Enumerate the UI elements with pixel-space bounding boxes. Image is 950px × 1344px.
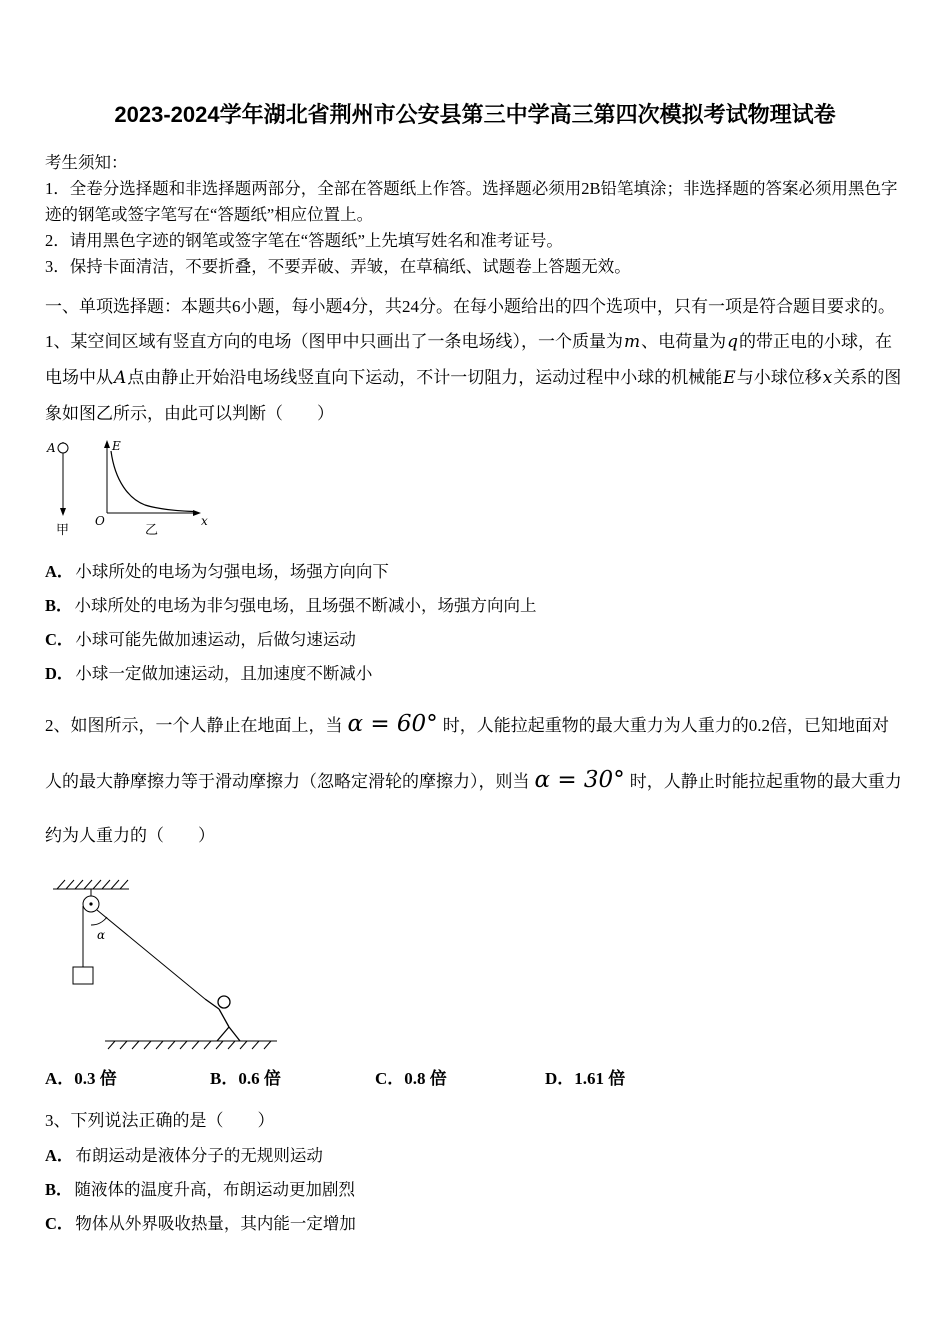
question-3 [45,1103,905,1241]
question-2-options [45,1065,905,1093]
q2-option-b [210,1065,375,1093]
text-segment: 的带正电的小球，在电场中从 [45,332,893,387]
option-text: 随液体的温度升高，布朗运动更加剧烈 [74,1180,356,1199]
option-text: 小球可能先做加速运动，后做匀速运动 [75,630,356,649]
question-2-text [45,697,905,863]
option-label: D． [545,1069,575,1088]
fig2-alpha-label: α [97,928,106,942]
math-variable: m [624,332,641,352]
q2-option-c [375,1065,545,1093]
q2-option-a [45,1065,210,1093]
pulley-icon [83,889,99,912]
option-label: D． [45,664,74,683]
text-segment: 与小球位移 [736,368,822,387]
math-variable: x [822,368,833,388]
fig1-label-jia: 甲 [56,522,70,537]
charged-ball-icon [58,443,68,453]
energy-graph-figure [95,439,208,537]
text-segment: 关系的图象如图乙所示，由此可以判断（ ） [45,368,902,423]
option-label: A． [45,1069,75,1088]
page-title: 2023-2024学年湖北省荆州市公安县第三中学高三第四次模拟考试物理试卷 [114,102,836,127]
option-text: 小球一定做加速运动，且加速度不断减小 [75,664,373,683]
ceiling-hatch [53,880,129,889]
candidate-notice [45,150,905,280]
math-variable: q [727,332,739,352]
question-1 [45,324,905,691]
text-segment: 1、某空间区域有竖直方向的电场（图甲中只画出了一条电场线），一个质量为 [45,332,623,351]
option-text: 1.61 倍 [574,1069,626,1088]
option-label: B． [210,1069,239,1088]
inline-formula: α = 60° [347,711,438,737]
energy-curve [111,451,194,512]
hanging-weight [73,906,93,984]
person-figure [205,996,240,1041]
option-label: C． [45,630,74,649]
fig1-label-yi: 乙 [145,522,159,537]
q3-option-b [45,1173,905,1207]
rope-line [97,910,205,999]
notice-item-2: 2．请用黑色字迹的钢笔或签字笔在“答题纸”上先填写姓名和准考证号。 [45,231,563,250]
option-text: 0.6 倍 [238,1069,281,1088]
field-arrow-icon [60,508,66,516]
question-3-text: 3、下列说法正确的是（ ） [45,1111,275,1130]
notice-item-1: 1．全卷分选择题和非选择题两部分，全部在答题纸上作答。选择题必须用2B铅笔填涂；非选择题的答案必须用黑色字迹的钢笔或签字笔写在“答题纸”相应位置上。 [45,179,898,224]
question-3-options [45,1139,905,1241]
inline-formula: α = 30° [534,767,625,793]
question-1-text [45,324,905,431]
text-segment: 时，人能拉起重物的最大重力为人重力的0.2倍，已知地面对人的最大静摩擦力等于滑动摩擦力（忽略定滑轮的摩擦力），则当 [45,716,889,791]
option-text: 0.3 倍 [74,1069,117,1088]
option-text: 小球所处的电场为匀强电场，场强方向向下 [75,562,389,581]
math-variable: E [723,368,736,388]
fig1-axis-x-label: x [201,514,208,528]
option-label: A． [45,1146,74,1165]
question-2 [45,697,905,1093]
ground-hatch [105,1041,277,1049]
option-text: 布朗运动是液体分子的无规则运动 [75,1146,323,1165]
option-label: C． [45,1214,74,1233]
fig1-point-a-label: A [47,441,56,455]
figure-q1-diagram [45,437,213,539]
math-variable: A [114,368,127,388]
option-label: C． [375,1069,405,1088]
notice-heading: 考生须知： [45,153,128,172]
section-one-heading: 一、单项选择题：本题共6小题，每小题4分，共24分。在每小题给出的四个选项中，只有一项是符合题目要求的。 [45,297,895,316]
notice-item-3: 3．保持卡面清洁，不要折叠，不要弄破、弄皱，在草稿纸、试题卷上答题无效。 [45,257,631,276]
field-line-figure [46,441,69,537]
text-segment: 点由静止开始沿电场线竖直向下运动，不计一切阻力，运动过程中小球的机械能 [127,368,723,387]
fig1-axis-e-label: E [112,439,121,453]
option-label: B． [45,596,73,615]
q2-option-d [545,1065,625,1093]
option-label: B． [45,1180,73,1199]
option-text: 0.8 倍 [404,1069,447,1088]
q1-option-c [45,623,905,657]
figure-q2-diagram [47,873,285,1051]
text-segment: 、电荷量为 [641,332,727,351]
q3-option-a [45,1139,905,1173]
angle-arc [91,917,107,925]
option-label: A． [45,562,74,581]
q1-option-a [45,555,905,589]
option-text: 物体从外界吸收热量，其内能一定增加 [75,1214,356,1233]
option-text: 小球所处的电场为非匀强电场，且场强不断减小，场强方向向上 [74,596,537,615]
text-segment: 时，人静止时能拉起重物的最大重力约为人重力的（ ） [45,772,902,845]
q3-option-c [45,1207,905,1241]
q1-option-d [45,657,905,691]
text-segment: 2、如图所示，一个人静止在地面上，当 [45,716,343,735]
fig1-origin-label: O [95,514,105,528]
q1-option-b [45,589,905,623]
question-1-options [45,555,905,691]
